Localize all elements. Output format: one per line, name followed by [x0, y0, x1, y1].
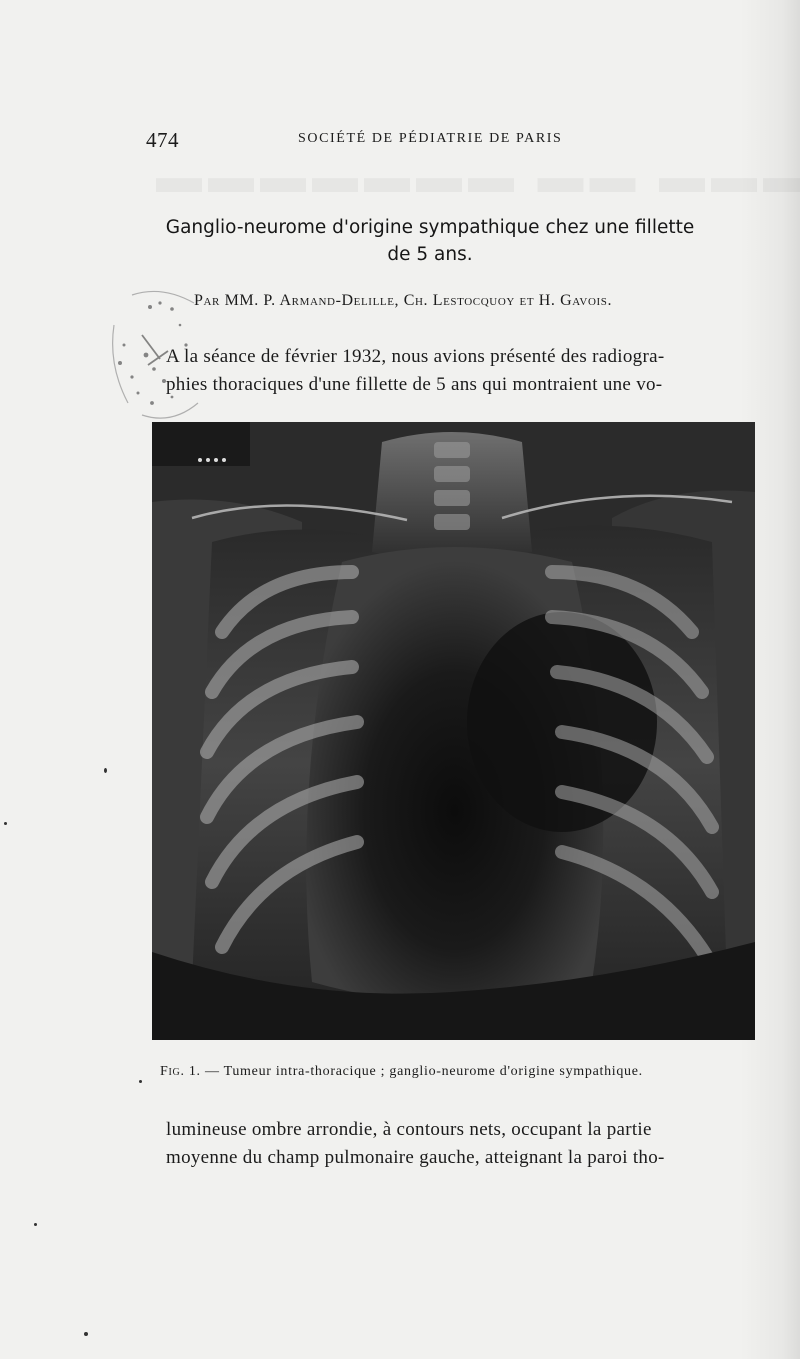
figure-label: Fig. 1. [160, 1064, 201, 1079]
article-title-line-2: de 5 ans. [387, 244, 473, 265]
chest-radiograph-figure [152, 422, 755, 1040]
paragraph-intro [166, 343, 762, 399]
paragraph-intro-line-2: phies thoraciques d'une fillette de 5 ans qui montraient une vo- [166, 374, 663, 395]
paper-speck [139, 1080, 142, 1083]
paper-speck [34, 1223, 37, 1226]
paragraph-continuation-line-1: lumineuse ombre arrondie, à contours nets, occupant la partie [166, 1119, 652, 1140]
bleed-through-ghost-text [150, 150, 800, 203]
paper-speck [104, 768, 107, 773]
page-number: 474 [146, 128, 179, 152]
article-title [150, 214, 710, 268]
figure-caption-text: — Tumeur intra-thoracique ; ganglio-neurome d'origine sympathique. [204, 1064, 643, 1079]
paragraph-continuation [166, 1116, 762, 1172]
article-authors: Par MM. P. Armand-Delille, Ch. Lestocquoy et H. Gavois. [194, 292, 613, 309]
paper-speck [4, 822, 7, 825]
paper-speck [84, 1332, 88, 1336]
paragraph-intro-line-1: A la séance de février 1932, nous avions présenté des radiogra- [166, 346, 665, 367]
article-title-line-1: Ganglio-neurome d'origine sympathique chez une fillette [165, 217, 695, 238]
paragraph-continuation-line-2: moyenne du champ pulmonaire gauche, atteignant la paroi tho- [166, 1147, 665, 1168]
running-head: SOCIÉTÉ DE PÉDIATRIE DE PARIS [298, 131, 563, 146]
figure-caption [160, 1064, 643, 1080]
